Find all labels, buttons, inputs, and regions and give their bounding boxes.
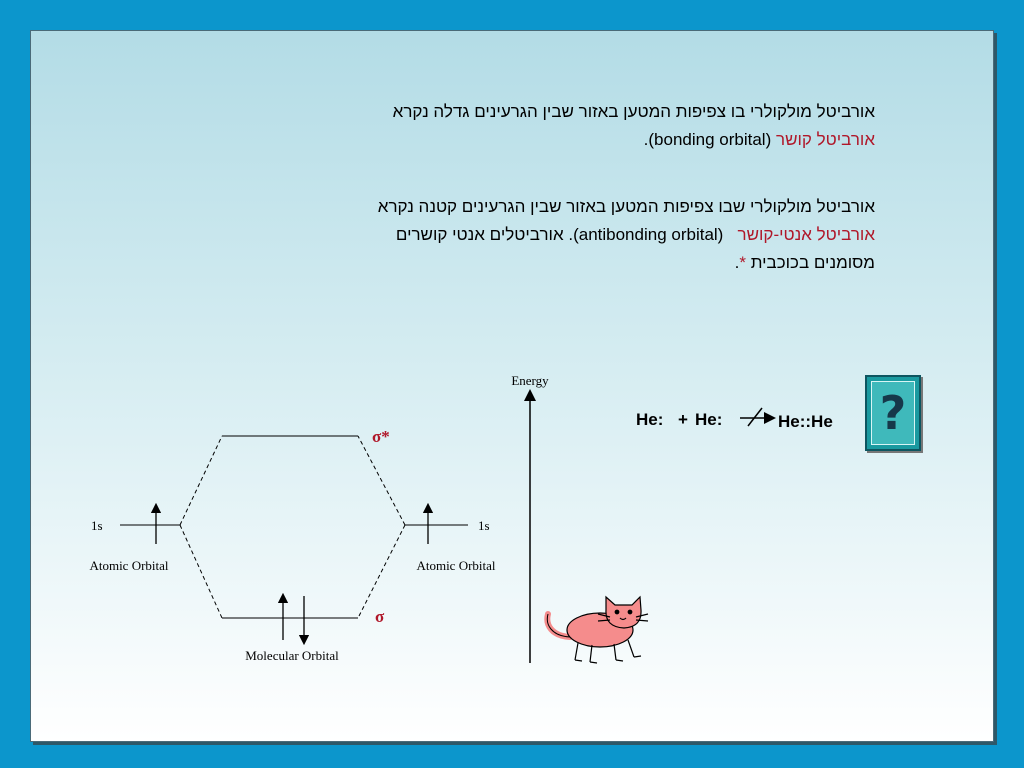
para2-line3-text: מסומנים בכוכבית (750, 253, 875, 272)
para2-after: . אורביטלים אנטי קושרים (395, 225, 574, 244)
help-button[interactable] (865, 375, 921, 451)
cat-illustration (547, 597, 648, 663)
bonding-term-english: (bonding orbital) (648, 130, 772, 149)
para2-line1: אורביטל מולקולרי שבו צפיפות המטען באזור שבין הגרעינים קטנה נקרא (377, 197, 875, 216)
antibonding-term-english: (antibonding orbital) (573, 225, 724, 244)
right-1s-label: 1s (478, 518, 490, 533)
bonding-term-hebrew: אורביטל קושר (775, 130, 875, 149)
sigma-star-label: σ* (372, 427, 390, 446)
para1-end: . (643, 130, 649, 149)
reactant1: He: (636, 410, 664, 429)
sigma-label: σ (375, 607, 385, 626)
right-atomic-orbital-label: Atomic Orbital (416, 558, 496, 573)
orbital-correlation-lines (180, 436, 405, 618)
left-1s-label: 1s (91, 518, 103, 533)
product: He::He (778, 412, 833, 431)
molecular-orbital-label: Molecular Orbital (245, 648, 339, 663)
reaction-equation (636, 410, 833, 431)
star-symbol: * (739, 253, 746, 272)
energy-label: Energy (511, 373, 549, 388)
antibonding-term-hebrew: אורביטל אנטי-קושר (737, 225, 875, 244)
para1-line1: אורביטל מולקולרי בו צפיפות המטען באזור שבין הגרעינים גדלה נקרא (392, 102, 875, 121)
reactant2: He: (695, 410, 723, 429)
plus-sign: + (678, 410, 688, 429)
question-mark-icon: ? (871, 381, 915, 445)
no-reaction-slash (748, 408, 762, 426)
left-atomic-orbital-label: Atomic Orbital (89, 558, 169, 573)
para2-end: . (734, 253, 740, 272)
